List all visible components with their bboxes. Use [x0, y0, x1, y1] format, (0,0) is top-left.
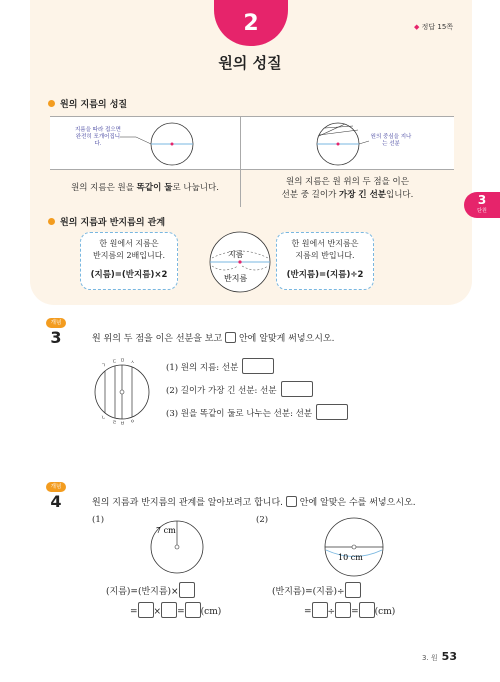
longest-text-line1: 원의 지름은 원 위의 두 점을 이은	[286, 176, 409, 187]
answer-input-4-2d[interactable]	[359, 602, 375, 618]
question-3-pre: 원 위의 두 점을 이은 선분을 보고	[92, 334, 223, 344]
diameter-relation-text2: 반지름의 2배입니다.	[93, 251, 165, 260]
fold-diagram-cell	[50, 117, 240, 169]
answer-input-4-1d[interactable]	[185, 602, 201, 618]
halves-text-tail: 로 나눕니다.	[172, 183, 219, 193]
answer-input-4-2c[interactable]	[335, 602, 351, 618]
answer-input-4-2b[interactable]	[312, 602, 328, 618]
answer-input-3-1[interactable]	[242, 358, 274, 374]
concept-tag: 개념	[46, 482, 66, 492]
answer-box-icon	[225, 332, 236, 343]
chord-label-bottom-1: ㄴ	[101, 415, 106, 421]
chord-label-top-4: ㅅ	[130, 360, 135, 366]
question-4	[92, 495, 416, 508]
answer-box-icon	[286, 496, 297, 507]
unit-number: 3	[477, 193, 487, 207]
answer-input-4-1a[interactable]	[179, 582, 195, 598]
part2-formula: (반지름)=(지름)÷	[272, 587, 345, 597]
chord-label-bottom-4: ㅇ	[130, 419, 135, 425]
diameter-heading-text: 원의 지름의 성질	[60, 100, 128, 110]
page-number: 53	[441, 650, 457, 663]
diameter-relation-text1: 한 원에서 지름은	[99, 239, 159, 248]
item-3-3	[166, 404, 348, 420]
question-4-pre: 원의 지름과 반지름의 관계를 알아보려고 합니다.	[92, 498, 284, 508]
chord-label-top-3: ㅁ	[120, 358, 125, 364]
chapter-badge: 2	[214, 0, 288, 46]
part2-formula-line	[272, 582, 361, 598]
diameter-halves-text	[50, 170, 240, 207]
radius-relation-text2: 지름의 반입니다.	[295, 251, 355, 260]
part2-unit: (cm)	[374, 607, 396, 617]
diameter-longest-text	[241, 170, 454, 207]
part2-equation-line	[304, 602, 395, 618]
answer-reference-text: 정답 15쪽	[421, 23, 454, 31]
item-3-2-text: (2) 길이가 가장 긴 선분: 선분	[166, 386, 277, 396]
diameter-formula: (지름)=(반지름)×2	[90, 270, 168, 280]
times-sign: ×	[153, 607, 162, 617]
chord-label-bottom-2: ㄹ	[112, 420, 117, 426]
answer-input-3-3[interactable]	[316, 404, 348, 420]
center-circle-diagram	[241, 117, 454, 169]
diamond-icon: ◆	[414, 23, 420, 31]
concept-tag: 개념	[46, 318, 66, 328]
relationship-heading	[48, 215, 165, 228]
bullet-icon	[48, 218, 55, 225]
item-3-3-text: (3) 원을 똑같이 둘로 나누는 선분: 선분	[166, 409, 313, 419]
concept-number: 4	[50, 492, 62, 511]
unit-label: 단원	[477, 208, 487, 214]
radius-formula: (반지름)=(지름)÷2	[286, 270, 364, 280]
diagram-radius-label: 반지름	[224, 274, 248, 283]
part2-label: (2)	[256, 515, 269, 525]
diameter-length-label: 10 cm	[338, 553, 363, 562]
bullet-icon	[48, 100, 55, 107]
question-3	[92, 331, 334, 344]
concept-number: 3	[50, 328, 62, 347]
relationship-diagram	[190, 230, 290, 294]
equals-sign: =	[130, 607, 138, 617]
halves-text-bold: 똑같이 둘	[136, 183, 173, 193]
radius-relation-text1: 한 원에서 반지름은	[291, 239, 359, 248]
part1-equation-line	[130, 602, 221, 618]
part1-unit: (cm)	[200, 607, 222, 617]
diameter-circle-diagram	[316, 515, 392, 577]
relationship-heading-text: 원의 지름과 반지름의 관계	[60, 218, 166, 228]
center-label: 원의 중심을 지나는 선분	[370, 134, 412, 147]
divide-sign: ÷	[327, 607, 336, 617]
part1-label: (1)	[92, 515, 105, 525]
diameter-properties-heading	[48, 97, 127, 110]
answer-input-4-1b[interactable]	[138, 602, 154, 618]
radius-length-label: 7 cm	[156, 526, 176, 535]
footer-section: 3. 원	[422, 654, 438, 662]
halves-text-plain: 원의 지름은 원을	[71, 183, 137, 193]
diameter-relation-box	[80, 232, 178, 290]
part1-formula-line	[106, 582, 195, 598]
longest-text-bold: 가장 긴 선분	[339, 189, 386, 200]
properties-table	[50, 116, 454, 206]
chord-label-top-2: ㄷ	[112, 359, 117, 365]
equals-sign: =	[304, 607, 312, 617]
item-3-1	[166, 358, 274, 374]
chord-label-bottom-3: ㅂ	[120, 421, 125, 427]
longest-text-tail: 입니다.	[386, 189, 414, 200]
page-footer	[422, 650, 457, 663]
answer-input-4-2a[interactable]	[345, 582, 361, 598]
item-3-2	[166, 381, 313, 397]
question-4-post: 안에 알맞은 수를 써넣으시오.	[299, 498, 416, 508]
unit-side-tab	[464, 192, 500, 218]
radius-relation-box	[276, 232, 374, 290]
diagram-diameter-label: 지름	[228, 250, 244, 259]
answer-input-3-2[interactable]	[281, 381, 313, 397]
equals-sign: =	[351, 607, 359, 617]
answer-reference	[414, 22, 453, 32]
radius-circle-diagram	[140, 517, 214, 575]
center-diagram-cell	[241, 117, 454, 169]
equals-sign: =	[177, 607, 185, 617]
section-title: 원의 성질	[218, 54, 282, 72]
question-3-post: 안에 알맞게 써넣으시오.	[238, 334, 335, 344]
part1-formula: (지름)=(반지름)×	[106, 587, 179, 597]
item-3-1-text: (1) 원의 지름: 선분	[166, 363, 239, 373]
chord-circle-diagram	[86, 356, 158, 428]
fold-label: 지름을 따라 접으면 완전히 포개어집니다.	[74, 127, 121, 147]
longest-text-plain: 선분 중 길이가	[281, 189, 340, 200]
chord-label-top-1: ㄱ	[101, 363, 106, 369]
answer-input-4-1c[interactable]	[161, 602, 177, 618]
